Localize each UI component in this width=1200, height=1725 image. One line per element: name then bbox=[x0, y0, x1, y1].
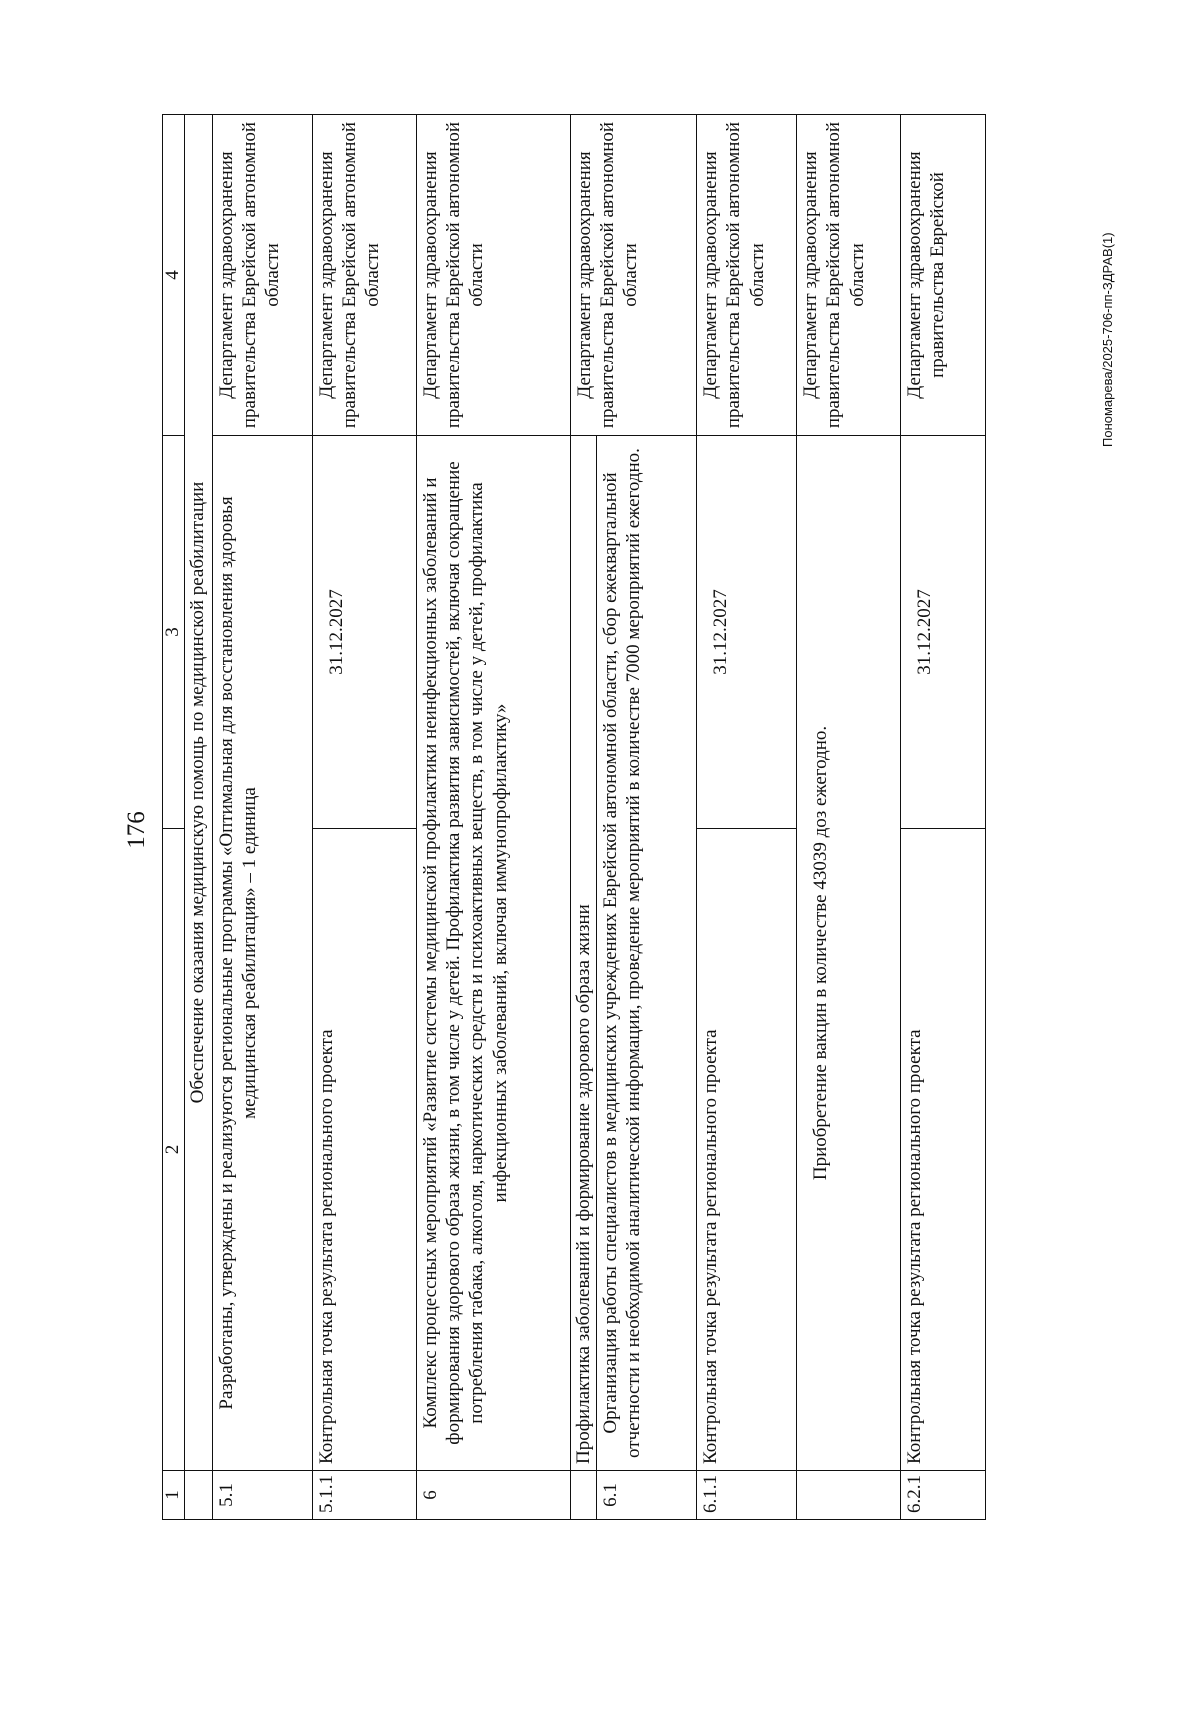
column-number-3: 3 bbox=[163, 436, 185, 829]
table-row-5-1-1 bbox=[313, 115, 417, 1520]
table-row-6-2-1 bbox=[901, 115, 986, 1520]
section-row bbox=[571, 115, 597, 1520]
row-description: Контрольная точка результата регионального проекта bbox=[697, 829, 797, 1471]
section-6-num bbox=[571, 1471, 597, 1520]
row-date-text: 31.12.2027 bbox=[326, 589, 347, 675]
row-number: 5.1.1 bbox=[313, 1471, 417, 1520]
row-responsible-text: Департамент здравоохранения правительства Еврейской автономной области bbox=[216, 121, 284, 429]
row-description: Комплекс процессных мероприятий «Развитие системы медицинской профилактики неинфекционных заболеваний и формирования здорового образа жизни, в том числе у детей. Профилактика развития зависимостей, включая сокращение потребления табака, алкоголя, наркотических средств и психоактивных веществ, в том числе у детей, профилактика инфекционных заболеваний, включая иммунопрофилактику» bbox=[417, 436, 571, 1471]
row-number: 6.1 bbox=[597, 1471, 697, 1520]
page-number: 176 bbox=[123, 811, 150, 849]
row-responsible bbox=[697, 115, 797, 436]
row-responsible-text: Департамент здравоохранения правительства Еврейской автономной области bbox=[316, 121, 384, 429]
row-description: Организация работы специалистов в медицинских учреждениях Еврейской автономной области, сбор ежеквартальной отчетности и необходимой аналитической информации, проведение мероприятий в количестве 7000 мероприятий ежегодно. bbox=[597, 436, 697, 1471]
row-responsible-text: Департамент здравоохранения правительства Еврейской автономной области bbox=[574, 121, 642, 429]
row-date bbox=[313, 436, 417, 829]
row-description: Контрольная точка результата регионального проекта bbox=[313, 829, 417, 1471]
row-responsible bbox=[901, 115, 986, 436]
table-row-vaccines bbox=[797, 115, 901, 1520]
row-responsible-text: Департамент здравоохранения правительства Еврейской автономной области bbox=[700, 121, 768, 429]
row-number: 6 bbox=[417, 1471, 571, 1520]
row-responsible bbox=[571, 115, 697, 436]
row-description: Разработаны, утверждены и реализуются региональные программы «Оптимальная для восстановления здоровья медицинская реабилитация» – 1 единица bbox=[213, 436, 313, 1471]
row-responsible-text: Департамент здравоохранения правительства Еврейской bbox=[904, 151, 949, 399]
row-responsible bbox=[213, 115, 313, 436]
row-responsible bbox=[313, 115, 417, 436]
section-6-title: Профилактика заболеваний и формирование здорового образа жизни bbox=[571, 436, 597, 1471]
section-5-num bbox=[185, 1471, 213, 1520]
row-responsible-text: Департамент здравоохранения правительства Еврейской автономной области bbox=[800, 121, 868, 429]
column-number-2: 2 bbox=[163, 829, 185, 1471]
table-row-6 bbox=[417, 115, 571, 1520]
column-number-row bbox=[163, 115, 185, 1520]
column-number-1: 1 bbox=[163, 1471, 185, 1520]
row-description: Контрольная точка результата регионального проекта bbox=[901, 829, 986, 1471]
row-description-text: Приобретение вакцин в количестве 43039 доз ежегодно. bbox=[810, 725, 832, 1181]
row-date bbox=[697, 436, 797, 829]
section-row bbox=[185, 115, 213, 1520]
row-responsible bbox=[417, 115, 571, 436]
table-row-6-1-1 bbox=[697, 115, 797, 1520]
plan-table bbox=[162, 114, 986, 1520]
row-date-text: 31.12.2027 bbox=[914, 589, 936, 675]
row-date-text: 31.12.2027 bbox=[710, 589, 732, 675]
row-number: 5.1 bbox=[213, 1471, 313, 1520]
column-number-4: 4 bbox=[163, 115, 185, 436]
row-number: 6.2.1 bbox=[901, 1471, 986, 1520]
row-responsible-text: Департамент здравоохранения правительства Еврейской автономной области bbox=[420, 121, 488, 429]
row-date bbox=[901, 436, 986, 829]
row-number: 6.1.1 bbox=[697, 1471, 797, 1520]
table-row-5-1 bbox=[213, 115, 313, 1520]
section-5-title: Обеспечение оказания медицинскую помощь по медицинской реабилитации bbox=[185, 115, 213, 1471]
footer-code: Пономарева/2025-706-пп-ЗДРАВ(1) bbox=[1100, 232, 1115, 447]
row-number bbox=[797, 1471, 901, 1520]
row-description bbox=[797, 436, 901, 1471]
row-responsible bbox=[797, 115, 901, 436]
